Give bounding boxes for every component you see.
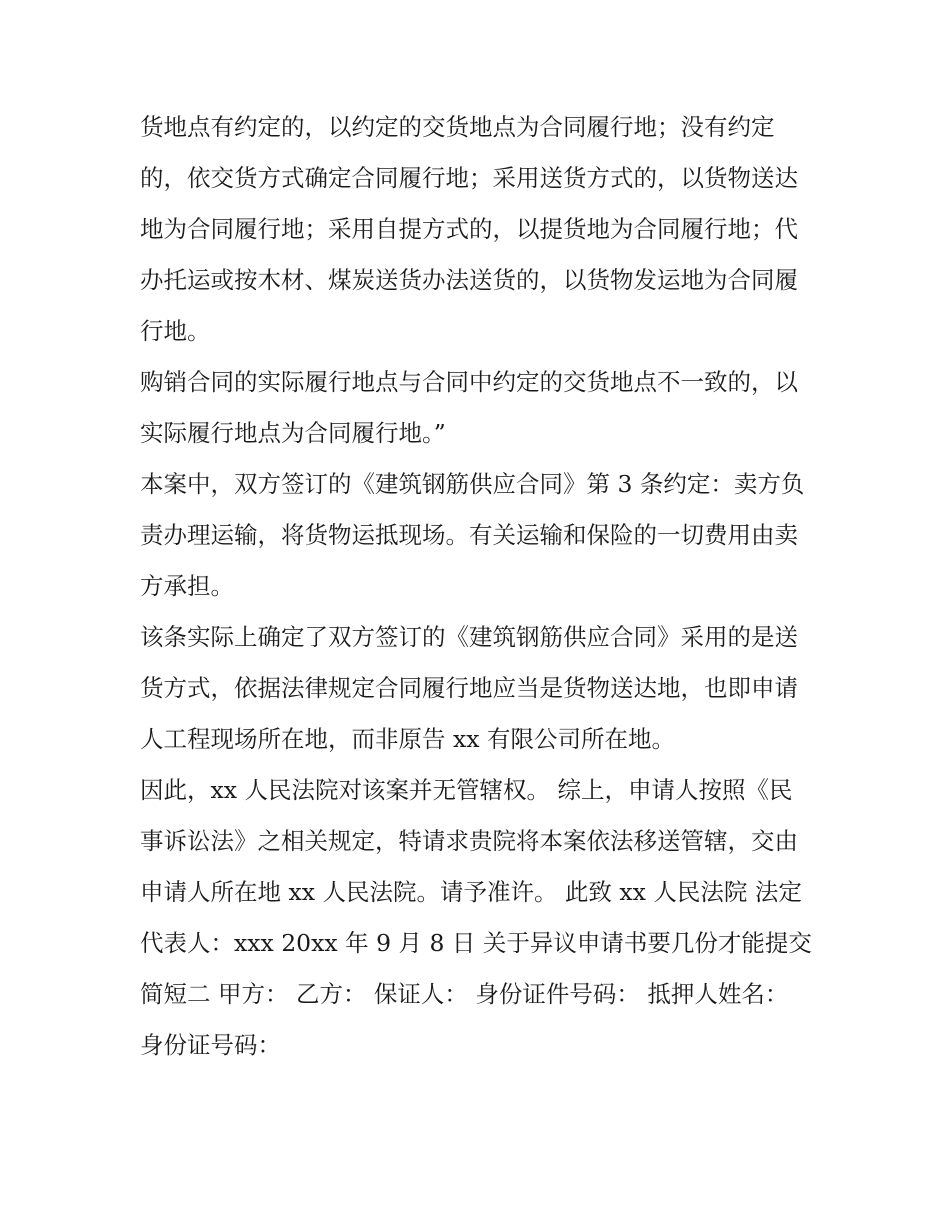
paragraph-id-number: 身份证号码： xyxy=(140,1031,281,1059)
paragraph-contract-clause: 本案中，双方签订的《建筑钢筋供应合同》第 3 条约定：卖方负责办理运输，将货物运抵现场。有关运输和保险的一切费用由卖方承担。 xyxy=(140,470,805,600)
paragraph-delivery-location: 货地点有约定的，以约定的交货地点为合同履行地；没有约定的，依交货方式确定合同履行地；采用送货方式的，以货物送达地为合同履行地；采用自提方式的，以提货地为合同履行地；代办托运或按木材、煤炭送货办法送货的，以货物发运地为合同履行地。 xyxy=(140,113,798,345)
paragraph-conclusion: 因此，xx 人民法院对该案并无管辖权。 综上，申请人按照《民事诉讼法》之相关规定，特请求贵院将本案依法移送管辖，交由申请人所在地 xx 人民法院。请予准许。 此致 xx 人民法院 法定代表人：xxx 20xx 年 9 月 8 日 关于异议申请书要几份才能提交简短二 甲方： 乙方： 保证人： 身份证件号码： 抵押人姓名： xyxy=(140,776,812,1008)
paragraph-actual-performance: 购销合同的实际履行地点与合同中约定的交货地点不一致的，以实际履行地点为合同履行地。” xyxy=(140,368,798,447)
document-body xyxy=(140,102,815,1071)
paragraph-delivery-method: 该条实际上确定了双方签订的《建筑钢筋供应合同》采用的是送货方式，依据法律规定合同履行地应当是货物送达地，也即申请人工程现场所在地，而非原告 xx 有限公司所在地。 xyxy=(140,623,798,753)
